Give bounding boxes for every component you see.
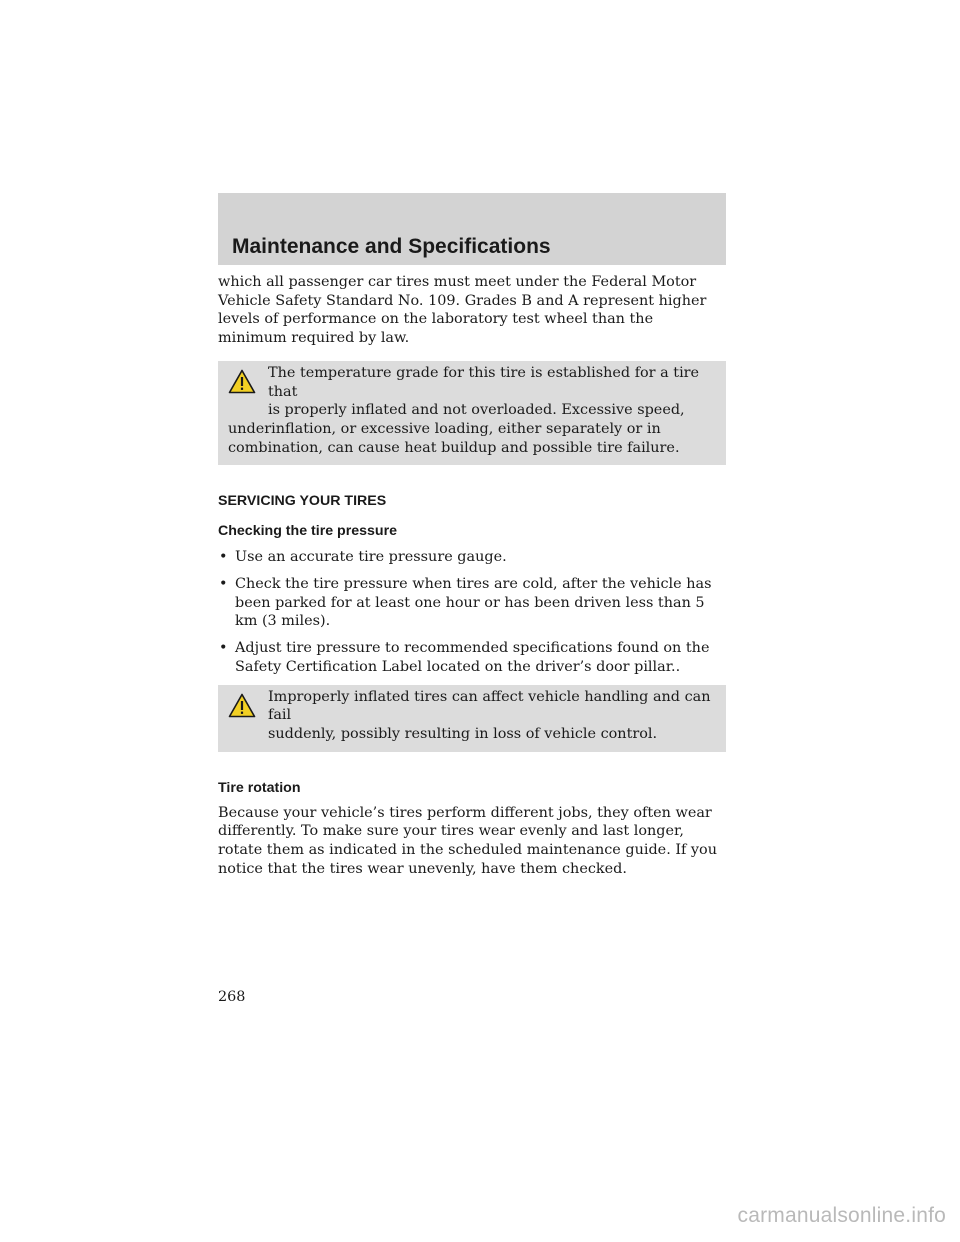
bullet-icon: • xyxy=(219,549,228,566)
bullet-text: Check the tire pressure when tires are cold, after the vehicle has been parked for at least one hour or has been driven less than 5 km (3 miles). xyxy=(235,576,712,630)
section-title: Maintenance and Specifications xyxy=(232,235,551,258)
bullet-text: Use an accurate tire pressure gauge. xyxy=(235,549,507,566)
list-item xyxy=(218,548,726,567)
warning-temperature-line1: The temperature grade for this tire is established for a tire that xyxy=(268,364,700,400)
checking-pressure-subheading: Checking the tire pressure xyxy=(218,523,397,540)
tire-rotation-heading: Tire rotation xyxy=(218,779,301,796)
section-header-band xyxy=(218,193,726,265)
warning-box-temperature xyxy=(218,361,726,466)
tire-pressure-bullet-list xyxy=(218,548,726,676)
intro-paragraph: which all passenger car tires must meet under the Federal Motor Vehicle Safety Standard No. 109. Grades B and A represent higher levels of performance on the laboratory test wheel than the minimum required by law. xyxy=(218,274,707,347)
list-item xyxy=(218,575,726,631)
bullet-icon: • xyxy=(219,576,228,593)
page-content xyxy=(218,273,726,878)
warning-temperature-line2: is properly inflated and not overloaded. Excessive speed, xyxy=(268,402,685,419)
tire-rotation-paragraph: Because your vehicle’s tires perform different jobs, they often wear differently. To make sure your tires wear evenly and last longer, rotate them as indicated in the scheduled maintenance guide. If you notice that the tires wear unevenly, have them checked. xyxy=(218,804,717,877)
watermark: carmanualsonline.info xyxy=(737,1204,946,1227)
warning-triangle-icon xyxy=(228,369,256,394)
warning-triangle-icon xyxy=(228,693,256,718)
warning-inflation-line2: suddenly, possibly resulting in loss of vehicle control. xyxy=(268,725,658,742)
warning-inflation-line1: Improperly inflated tires can affect vehicle handling and can fail xyxy=(268,688,711,724)
bullet-text: Adjust tire pressure to recommended specifications found on the Safety Certification Label located on the driver’s door pillar.. xyxy=(235,640,710,675)
warning-box-inflation xyxy=(218,685,726,752)
page-number: 268 xyxy=(218,989,246,1005)
list-item xyxy=(218,639,726,676)
servicing-heading: SERVICING YOUR TIRES xyxy=(218,493,387,510)
bullet-icon: • xyxy=(219,640,228,657)
warning-temperature-text: underinflation, or excessive loading, either separately or in combination, can cause heat buildup and possible tire failure. xyxy=(228,420,680,456)
